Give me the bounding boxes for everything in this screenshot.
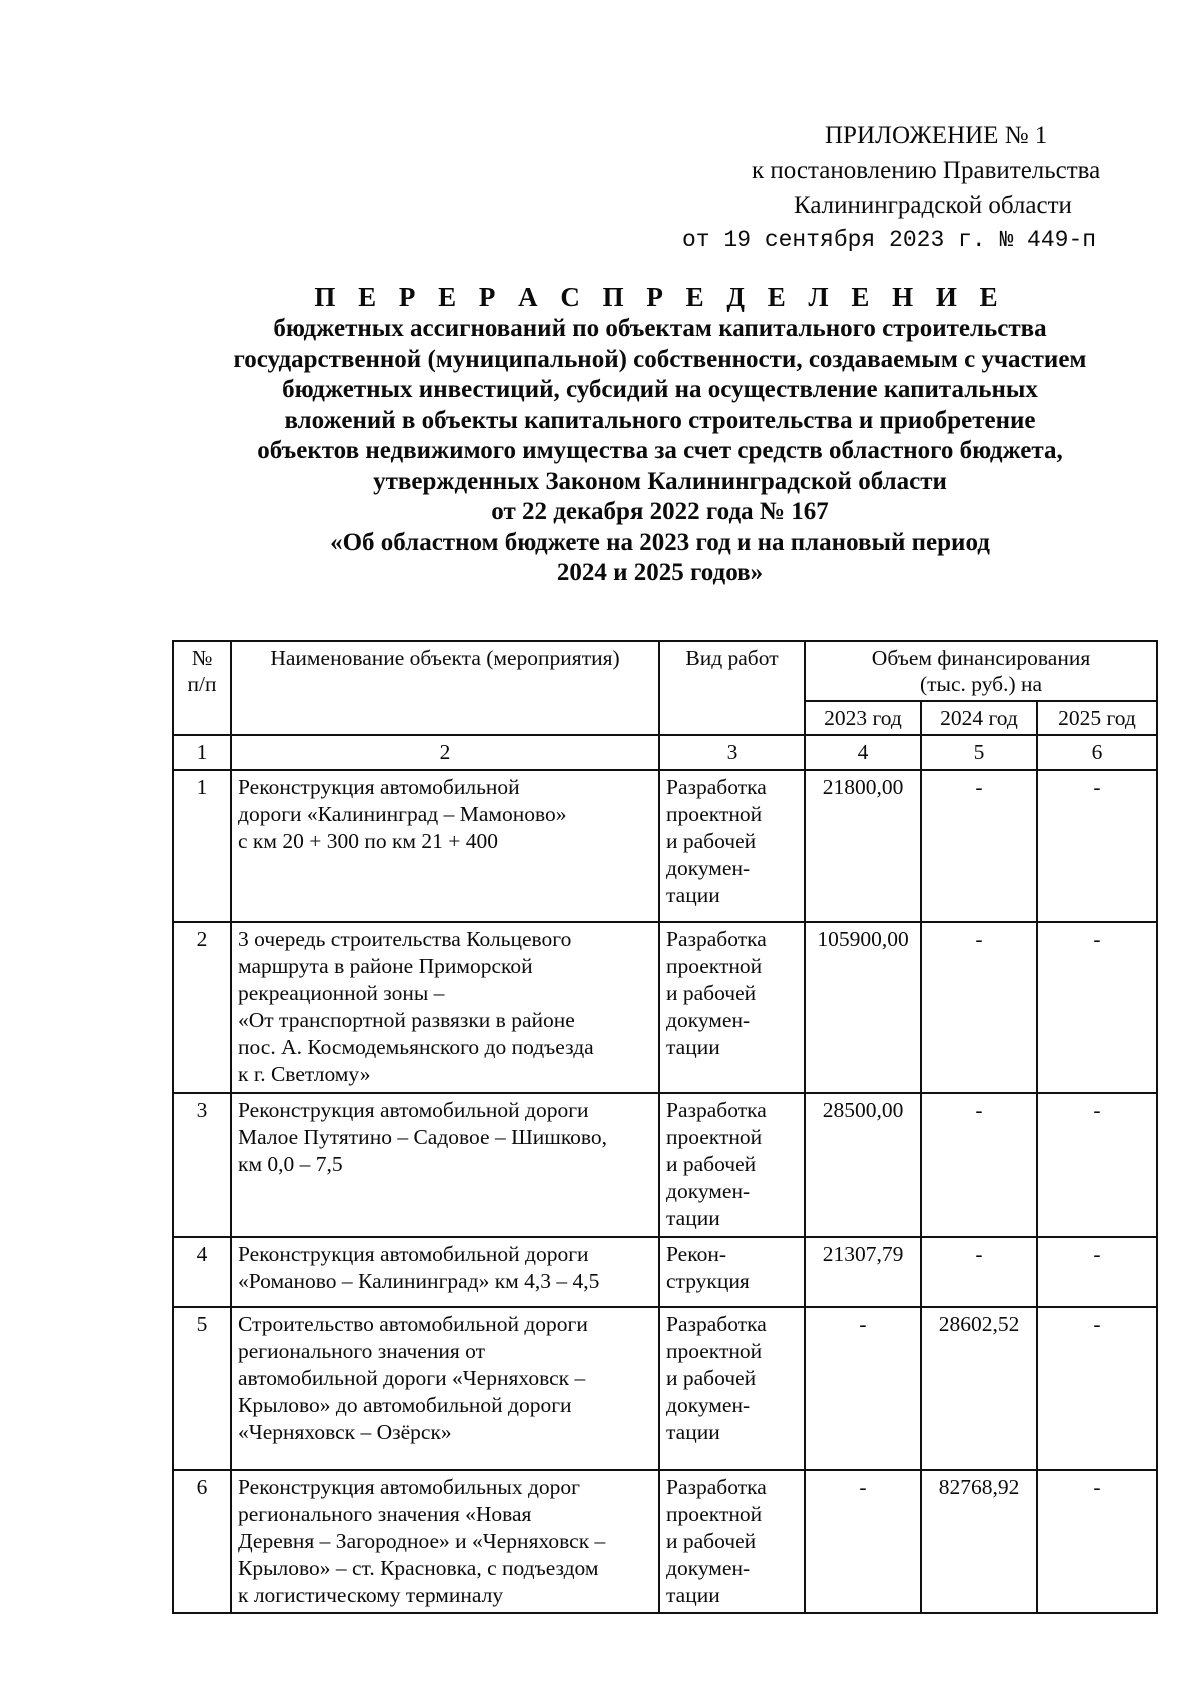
table-header — [173, 641, 1157, 770]
title-line: бюджетных инвестиций, субсидий на осуществление капитальных — [282, 376, 1038, 403]
object-name: 3 очередь строительства Кольцевого маршрута в районе Приморской рекреационной зоны – «От транспортной развязки в районе пос. А. Космодемьянского до подъезда к г. Светлому» — [231, 922, 659, 1093]
amount-2023: 105900,00 — [805, 922, 921, 1093]
work-type: Разработка проектной и рабочей докумен- тации — [659, 770, 805, 922]
header-work: Вид работ — [659, 641, 805, 735]
header-2024: 2024 год — [921, 701, 1037, 735]
column-number: 1 — [173, 735, 231, 770]
column-number: 2 — [231, 735, 659, 770]
row-number: 3 — [173, 1093, 231, 1237]
object-name: Реконструкция автомобильной дороги «Калининград – Мамоново» с км 20 + 300 по км 21 + 400 — [231, 770, 659, 922]
title-body — [110, 314, 1200, 589]
appendix-region: Калининградской области — [794, 192, 1072, 219]
table-row — [173, 1307, 1157, 1470]
appendix-block — [600, 118, 1140, 258]
column-number: 5 — [921, 735, 1037, 770]
title-line: от 22 декабря 2022 года № 167 — [491, 498, 829, 525]
work-type: Разработка проектной и рабочей докумен- тации — [659, 1470, 805, 1613]
column-number: 3 — [659, 735, 805, 770]
header-num: № п/п — [173, 641, 231, 735]
title-line: государственной (муниципальной) собственности, создаваемым с участием — [233, 345, 1087, 373]
title-line: бюджетных ассигнований по объектам капитального строительства — [273, 315, 1047, 342]
title-line: объектов недвижимого имущества за счет средств областного бюджета, — [257, 437, 1063, 464]
object-name: Реконструкция автомобильной дороги Малое Путятино – Садовое – Шишково, км 0,0 – 7,5 — [231, 1093, 659, 1237]
object-name: Строительство автомобильной дороги регионального значения от автомобильной дороги «Черняховск – Крылово» до автомобильной дороги «Черняховск – Озёрск» — [231, 1307, 659, 1470]
amount-2023: 21307,79 — [805, 1237, 921, 1307]
title-line: вложений в объекты капитального строительства и приобретение — [284, 406, 1036, 434]
amount-2025: - — [1037, 1307, 1157, 1470]
amount-2024: - — [921, 770, 1037, 922]
appendix-number: ПРИЛОЖЕНИЕ № 1 — [825, 122, 1048, 149]
header-funding: Объем финансирования (тыс. руб.) на — [805, 641, 1157, 701]
work-type: Рекон- струкция — [659, 1237, 805, 1307]
title-heading: П Е Р Е Р А С П Р Е Д Е Л Е Н И Е — [314, 282, 1006, 312]
header-name: Наименование объекта (мероприятия) — [231, 641, 659, 735]
amount-2025: - — [1037, 1470, 1157, 1613]
table-body — [173, 770, 1157, 1613]
table-row — [173, 1237, 1157, 1307]
column-number: 6 — [1037, 735, 1157, 770]
column-number-row — [173, 735, 1157, 770]
work-type: Разработка проектной и рабочей докумен- тации — [659, 1093, 805, 1237]
amount-2024: - — [921, 1237, 1037, 1307]
document-title — [110, 280, 1200, 589]
work-type: Разработка проектной и рабочей докумен- тации — [659, 1307, 805, 1470]
row-number: 2 — [173, 922, 231, 1093]
header-2023: 2023 год — [805, 701, 921, 735]
amount-2023: 21800,00 — [805, 770, 921, 922]
amount-2024: 82768,92 — [921, 1470, 1037, 1613]
table-row — [173, 1470, 1157, 1613]
row-number: 5 — [173, 1307, 231, 1470]
budget-table — [172, 640, 1158, 1614]
column-number: 4 — [805, 735, 921, 770]
appendix-date-number: от 19 сентября 2023 г. № 449-п — [682, 227, 1097, 253]
amount-2025: - — [1037, 922, 1157, 1093]
amount-2025: - — [1037, 1237, 1157, 1307]
amount-2024: - — [921, 1093, 1037, 1237]
amount-2023: - — [805, 1307, 921, 1470]
amount-2025: - — [1037, 1093, 1157, 1237]
title-line: 2024 и 2025 годов» — [556, 559, 764, 586]
amount-2024: - — [921, 922, 1037, 1093]
row-number: 6 — [173, 1470, 231, 1613]
amount-2023: - — [805, 1470, 921, 1613]
object-name: Реконструкция автомобильной дороги «Романово – Калининград» км 4,3 – 4,5 — [231, 1237, 659, 1307]
amount-2025: - — [1037, 770, 1157, 922]
row-number: 4 — [173, 1237, 231, 1307]
table-row — [173, 922, 1157, 1093]
amount-2024: 28602,52 — [921, 1307, 1037, 1470]
title-line: утвержденных Законом Калининградской области — [373, 467, 947, 495]
title-line: «Об областном бюджете на 2023 год и на плановый период — [330, 528, 990, 556]
row-number: 1 — [173, 770, 231, 922]
appendix-resolution-ref: к постановлению Правительства — [752, 157, 1101, 184]
amount-2023: 28500,00 — [805, 1093, 921, 1237]
object-name: Реконструкция автомобильных дорог регионального значения «Новая Деревня – Загородное» и «Черняховск – Крылово» – ст. Красновка, с подъездом к логистическому терминалу — [231, 1470, 659, 1613]
table-row — [173, 770, 1157, 922]
table-row — [173, 1093, 1157, 1237]
work-type: Разработка проектной и рабочей докумен- тации — [659, 922, 805, 1093]
header-2025: 2025 год — [1037, 701, 1157, 735]
